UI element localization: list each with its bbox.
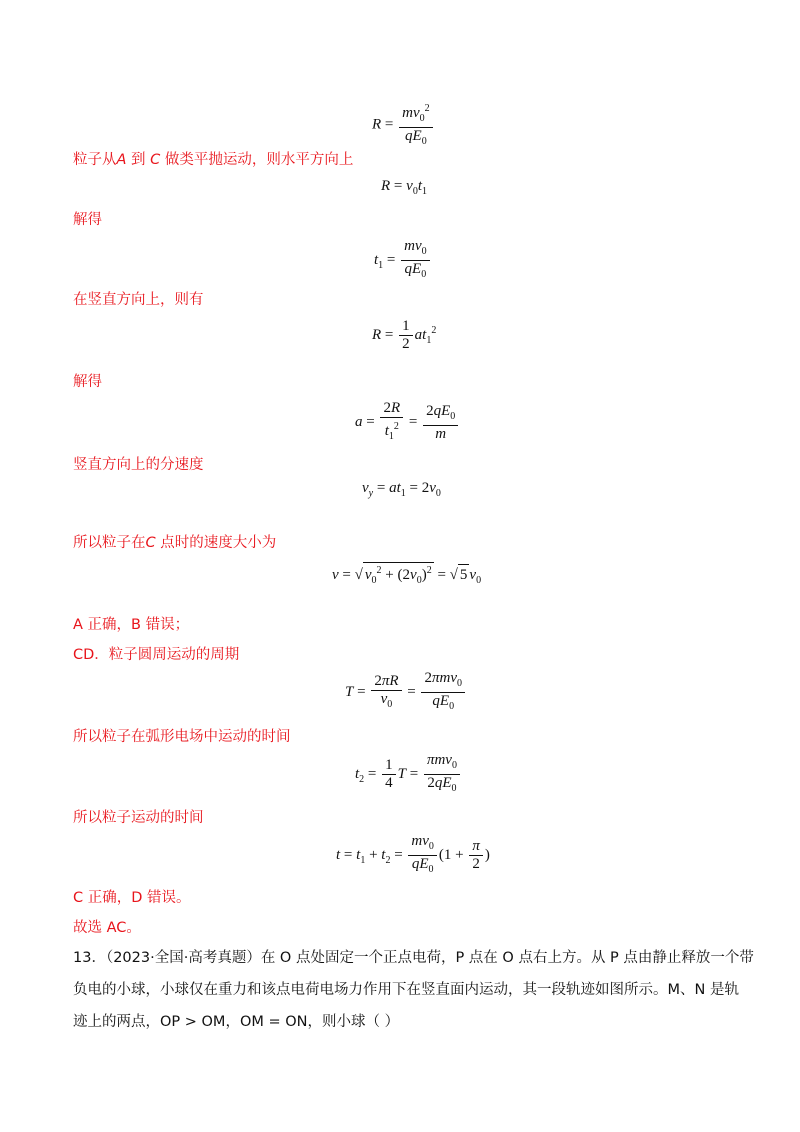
text-circular-period: CD．粒子圆周运动的周期 xyxy=(73,647,240,663)
question-source: （2023·全国·高考真题） xyxy=(105,950,261,966)
equation-vertical: R = $\frac{1}{2}$ $at_1^2$ xyxy=(372,318,437,352)
text-vertical-velocity: 竖直方向上的分速度 xyxy=(73,457,204,473)
text-total-time: 所以粒子运动的时间 xyxy=(73,810,204,826)
question-13-line2: 负电的小球，小球仅在重力和该点电荷电场力作用下在竖直面内运动，其一段轨迹如图所示。M、N 是轨 xyxy=(73,982,739,998)
text-arc-time: 所以粒子在弧形电场中运动的时间 xyxy=(73,729,291,745)
equation-radius: R = $\frac{mv_0^2}{qE_0}$ xyxy=(372,100,435,150)
text-answer-ab: A 正确，B 错误； xyxy=(73,617,190,633)
text-vertical-direction: 在竖直方向上，则有 xyxy=(73,292,204,308)
text-velocity-at-c: 所以粒子在C 点时的速度大小为 xyxy=(73,535,277,551)
equation-t1: $t_1$ = $\frac{mv_0}{qE_0}$ xyxy=(374,238,432,283)
equation-period: T = $\frac{2\pi R}{v_0}$ = $\frac{2\pi mv_0}{qE_0}$ xyxy=(345,670,467,715)
question-13-line1 xyxy=(73,948,754,968)
question-number: 13． xyxy=(73,950,106,966)
text-solve-1: 解得 xyxy=(73,212,102,228)
equation-t2: $t_2$ = $\frac{1}{4}$ T = $\frac{\pi mv_0}{2qE_0}$ xyxy=(355,752,462,797)
text-final-answer: 故选 AC。 xyxy=(73,920,141,936)
equation-velocity: v = √ $v_0^2 + (2v_0)^2$ = √ 5 $v_0$ xyxy=(332,562,481,586)
text-answer-cd: C 正确，D 错误。 xyxy=(73,890,191,906)
question-text-1: 在 O 点处固定一个正点电荷，P 点在 O 点右上方。从 P 点由静止释放一个带 xyxy=(260,950,754,966)
text-solve-2: 解得 xyxy=(73,374,102,390)
text-horizontal-motion: 粒子从A 到 C 做类平抛运动，则水平方向上 xyxy=(73,152,354,168)
question-13-line3: 迹上的两点，OP > OM，OM = ON，则小球（ ） xyxy=(73,1014,400,1030)
equation-horizontal: $R = v_0t_1$ xyxy=(381,178,427,197)
equation-acceleration: a = $\frac{2R}{t_1^2}$ = $\frac{2qE_0}{m}$ xyxy=(355,400,460,445)
equation-total-time: $t = t_1 + t_2$ = $\frac{mv_0}{qE_0}$ (1 + $\frac{\pi}{2}$ ) xyxy=(336,833,490,875)
equation-vy: $v_y = at_1 = 2v_0$ xyxy=(362,480,441,499)
